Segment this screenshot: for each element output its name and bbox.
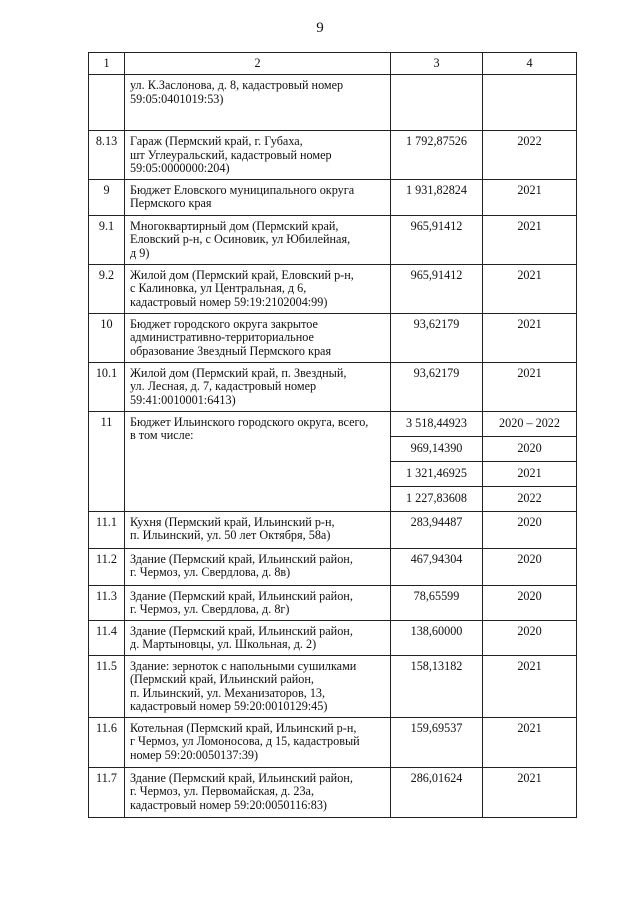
row-description bbox=[125, 215, 391, 264]
row-description bbox=[125, 717, 391, 767]
row-amount bbox=[391, 461, 483, 486]
table-row bbox=[89, 717, 577, 767]
row-number-text: 11.3 bbox=[96, 588, 117, 603]
row-amount bbox=[391, 620, 483, 655]
row-year bbox=[483, 717, 577, 767]
row-description-text: Гараж (Пермский край, г. Губаха, шт Углеуральский, кадастровый номер 59:05:0000000:204) bbox=[130, 134, 332, 175]
row-year-text: 2021 bbox=[517, 658, 542, 673]
row-description bbox=[125, 362, 391, 411]
row-amount-text: 93,62179 bbox=[413, 316, 460, 331]
row-amount-text: 969,14390 bbox=[410, 440, 463, 455]
row-amount bbox=[391, 264, 483, 313]
row-year-text: 2022 bbox=[517, 490, 542, 505]
table-row bbox=[89, 620, 577, 655]
row-number-text: 11.5 bbox=[96, 658, 117, 673]
row-description bbox=[125, 620, 391, 655]
row-number bbox=[89, 313, 125, 362]
row-amount bbox=[391, 179, 483, 215]
row-number-text: 11.2 bbox=[96, 551, 117, 566]
row-description-text: Жилой дом (Пермский край, п. Звездный, ул. Лесная, д. 7, кадастровый номер 59:41:0010001:6413) bbox=[130, 365, 347, 407]
row-number bbox=[89, 264, 125, 313]
row-number-text: 11.7 bbox=[96, 770, 117, 785]
table-header-row bbox=[89, 53, 577, 75]
row-description bbox=[125, 585, 391, 620]
row-amount bbox=[391, 486, 483, 511]
table-row bbox=[89, 767, 577, 817]
row-number bbox=[89, 411, 125, 511]
row-amount-text: 1 227,83608 bbox=[406, 490, 467, 505]
row-year-text: 2021 bbox=[517, 365, 542, 380]
row-description-text: Бюджет Еловского муниципального округа Пермского края bbox=[130, 182, 355, 210]
row-description bbox=[125, 511, 391, 548]
row-number bbox=[89, 362, 125, 411]
row-description bbox=[125, 264, 391, 313]
row-year-text bbox=[483, 75, 576, 82]
row-number bbox=[89, 511, 125, 548]
row-year bbox=[483, 313, 577, 362]
page-number: 9 bbox=[316, 20, 324, 36]
row-amount-text: 965,91412 bbox=[410, 267, 463, 282]
row-description-text: Здание (Пермский край, Ильинский район, г. Чермоз, ул. Свердлова, д. 8в) bbox=[130, 551, 353, 579]
column-header-1: 1 bbox=[89, 53, 125, 75]
row-year-text: 2021 bbox=[517, 218, 542, 233]
row-amount-text: 159,69537 bbox=[410, 720, 463, 735]
row-description-text: Многоквартирный дом (Пермский край, Еловский р-н, с Осиновик, ул Юбилейная, д 9) bbox=[130, 218, 351, 260]
row-year bbox=[483, 75, 577, 131]
table-row bbox=[89, 179, 577, 215]
row-year bbox=[483, 131, 577, 180]
row-description bbox=[125, 179, 391, 215]
row-year-text: 2021 bbox=[517, 182, 542, 197]
table-row bbox=[89, 585, 577, 620]
row-description bbox=[125, 75, 391, 131]
row-number-text: 9.2 bbox=[98, 267, 115, 282]
row-amount-text: 138,60000 bbox=[410, 623, 463, 638]
row-year bbox=[483, 436, 577, 461]
table-row bbox=[89, 548, 577, 585]
row-number bbox=[89, 131, 125, 180]
row-number bbox=[89, 655, 125, 717]
row-year-text: 2020 bbox=[517, 623, 542, 638]
row-amount bbox=[391, 655, 483, 717]
row-year-text: 2021 bbox=[517, 316, 542, 331]
row-number bbox=[89, 620, 125, 655]
column-header-4: 4 bbox=[483, 53, 577, 75]
table-row bbox=[89, 313, 577, 362]
table-row bbox=[89, 362, 577, 411]
row-description-text: Котельная (Пермский край, Ильинский р-н, г Чермоз, ул Ломоносова, д 15, кадастровый номер 59:20:0050137:39) bbox=[130, 720, 360, 762]
row-year-text: 2021 bbox=[517, 267, 542, 282]
row-amount-text: 467,94304 bbox=[410, 551, 463, 566]
row-description bbox=[125, 655, 391, 717]
row-number-text: 9 bbox=[103, 182, 110, 197]
row-year bbox=[483, 655, 577, 717]
row-amount bbox=[391, 767, 483, 817]
row-number-text: 11.1 bbox=[96, 514, 117, 529]
row-year bbox=[483, 486, 577, 511]
row-number-text: 11 bbox=[100, 414, 113, 429]
row-amount-text bbox=[391, 75, 482, 82]
row-number-text: 10 bbox=[100, 316, 113, 331]
row-amount-text: 286,01624 bbox=[410, 770, 463, 785]
row-amount bbox=[391, 548, 483, 585]
row-amount-text: 965,91412 bbox=[410, 218, 463, 233]
row-year-text: 2020 – 2022 bbox=[499, 415, 560, 430]
row-amount-text: 1 931,82824 bbox=[406, 182, 467, 197]
row-amount bbox=[391, 411, 483, 436]
row-year bbox=[483, 179, 577, 215]
row-description bbox=[125, 313, 391, 362]
row-number-text: 10.1 bbox=[95, 365, 118, 380]
property-table bbox=[88, 52, 577, 818]
row-number-text: 11.6 bbox=[96, 720, 117, 735]
row-year bbox=[483, 767, 577, 817]
table-row bbox=[89, 131, 577, 180]
row-description-text: ул. К.Заслонова, д. 8, кадастровый номер 59:05:0401019:53) bbox=[130, 78, 344, 106]
row-year-text: 2021 bbox=[517, 770, 542, 785]
row-amount bbox=[391, 436, 483, 461]
row-year bbox=[483, 264, 577, 313]
row-number bbox=[89, 767, 125, 817]
row-year-text: 2020 bbox=[517, 440, 542, 455]
row-description bbox=[125, 411, 391, 511]
table-row bbox=[89, 75, 577, 131]
table-row bbox=[89, 264, 577, 313]
row-year-text: 2020 bbox=[517, 588, 542, 603]
row-year bbox=[483, 362, 577, 411]
row-amount bbox=[391, 215, 483, 264]
row-year-text: 2021 bbox=[517, 720, 542, 735]
row-year bbox=[483, 511, 577, 548]
row-year bbox=[483, 215, 577, 264]
row-number bbox=[89, 717, 125, 767]
row-description bbox=[125, 548, 391, 585]
row-number bbox=[89, 179, 125, 215]
row-amount bbox=[391, 511, 483, 548]
row-amount bbox=[391, 75, 483, 131]
row-amount-text: 1 792,87526 bbox=[406, 134, 467, 148]
row-amount-text: 1 321,46925 bbox=[406, 465, 467, 480]
row-description-text: Кухня (Пермский край, Ильинский р-н, п. Ильинский, ул. 50 лет Октября, 58а) bbox=[130, 514, 335, 542]
row-year bbox=[483, 411, 577, 436]
row-year-text: 2021 bbox=[517, 465, 542, 480]
row-description-text: Здание (Пермский край, Ильинский район, г. Чермоз, ул. Свердлова, д. 8г) bbox=[130, 588, 353, 616]
row-amount-text: 93,62179 bbox=[413, 365, 460, 380]
row-amount-text: 3 518,44923 bbox=[406, 415, 467, 430]
row-year bbox=[483, 461, 577, 486]
row-year-text: 2020 bbox=[517, 514, 542, 529]
row-number bbox=[89, 75, 125, 131]
row-number-text bbox=[89, 75, 124, 82]
row-amount bbox=[391, 717, 483, 767]
row-amount bbox=[391, 362, 483, 411]
table-row bbox=[89, 411, 577, 436]
column-header-3: 3 bbox=[391, 53, 483, 75]
row-year-text: 2022 bbox=[517, 134, 542, 148]
row-description-text: Жилой дом (Пермский край, Еловский р-н, с Калиновка, ул Центральная, д 6, кадастровый номер 59:19:2102004:99) bbox=[130, 267, 354, 309]
row-year bbox=[483, 585, 577, 620]
column-header-2: 2 bbox=[125, 53, 391, 75]
row-description-text: Здание (Пермский край, Ильинский район, г. Чермоз, ул. Первомайская, д. 23а, кадастровый номер 59:20:0050116:83) bbox=[130, 770, 353, 812]
row-description-text: Бюджет городского округа закрытое административно-территориальное образование Звездный Пермского края bbox=[130, 316, 332, 358]
row-number bbox=[89, 585, 125, 620]
row-number bbox=[89, 215, 125, 264]
row-amount-text: 78,65599 bbox=[413, 588, 460, 603]
row-year bbox=[483, 620, 577, 655]
row-number-text: 8.13 bbox=[95, 134, 118, 148]
row-number bbox=[89, 548, 125, 585]
row-number-text: 11.4 bbox=[96, 623, 117, 638]
row-description bbox=[125, 767, 391, 817]
row-description-text: Здание: зерноток с напольными сушилками (Пермский край, Ильинский район, п. Ильинский, ул. Механизаторов, 13, кадастровый номер 59:20:0010129:45) bbox=[130, 658, 357, 713]
table-row bbox=[89, 655, 577, 717]
row-number-text: 9.1 bbox=[98, 218, 115, 233]
row-description-text: Здание (Пермский край, Ильинский район, д. Мартыновцы, ул. Школьная, д. 2) bbox=[130, 623, 353, 651]
table-row bbox=[89, 215, 577, 264]
row-amount bbox=[391, 585, 483, 620]
row-year-text: 2020 bbox=[517, 551, 542, 566]
row-amount bbox=[391, 131, 483, 180]
row-description bbox=[125, 131, 391, 180]
row-year bbox=[483, 548, 577, 585]
row-amount-text: 283,94487 bbox=[410, 514, 463, 529]
row-description-text: Бюджет Ильинского городского округа, всего, в том числе: bbox=[130, 414, 369, 442]
row-amount bbox=[391, 313, 483, 362]
table-row bbox=[89, 511, 577, 548]
row-amount-text: 158,13182 bbox=[410, 658, 463, 673]
